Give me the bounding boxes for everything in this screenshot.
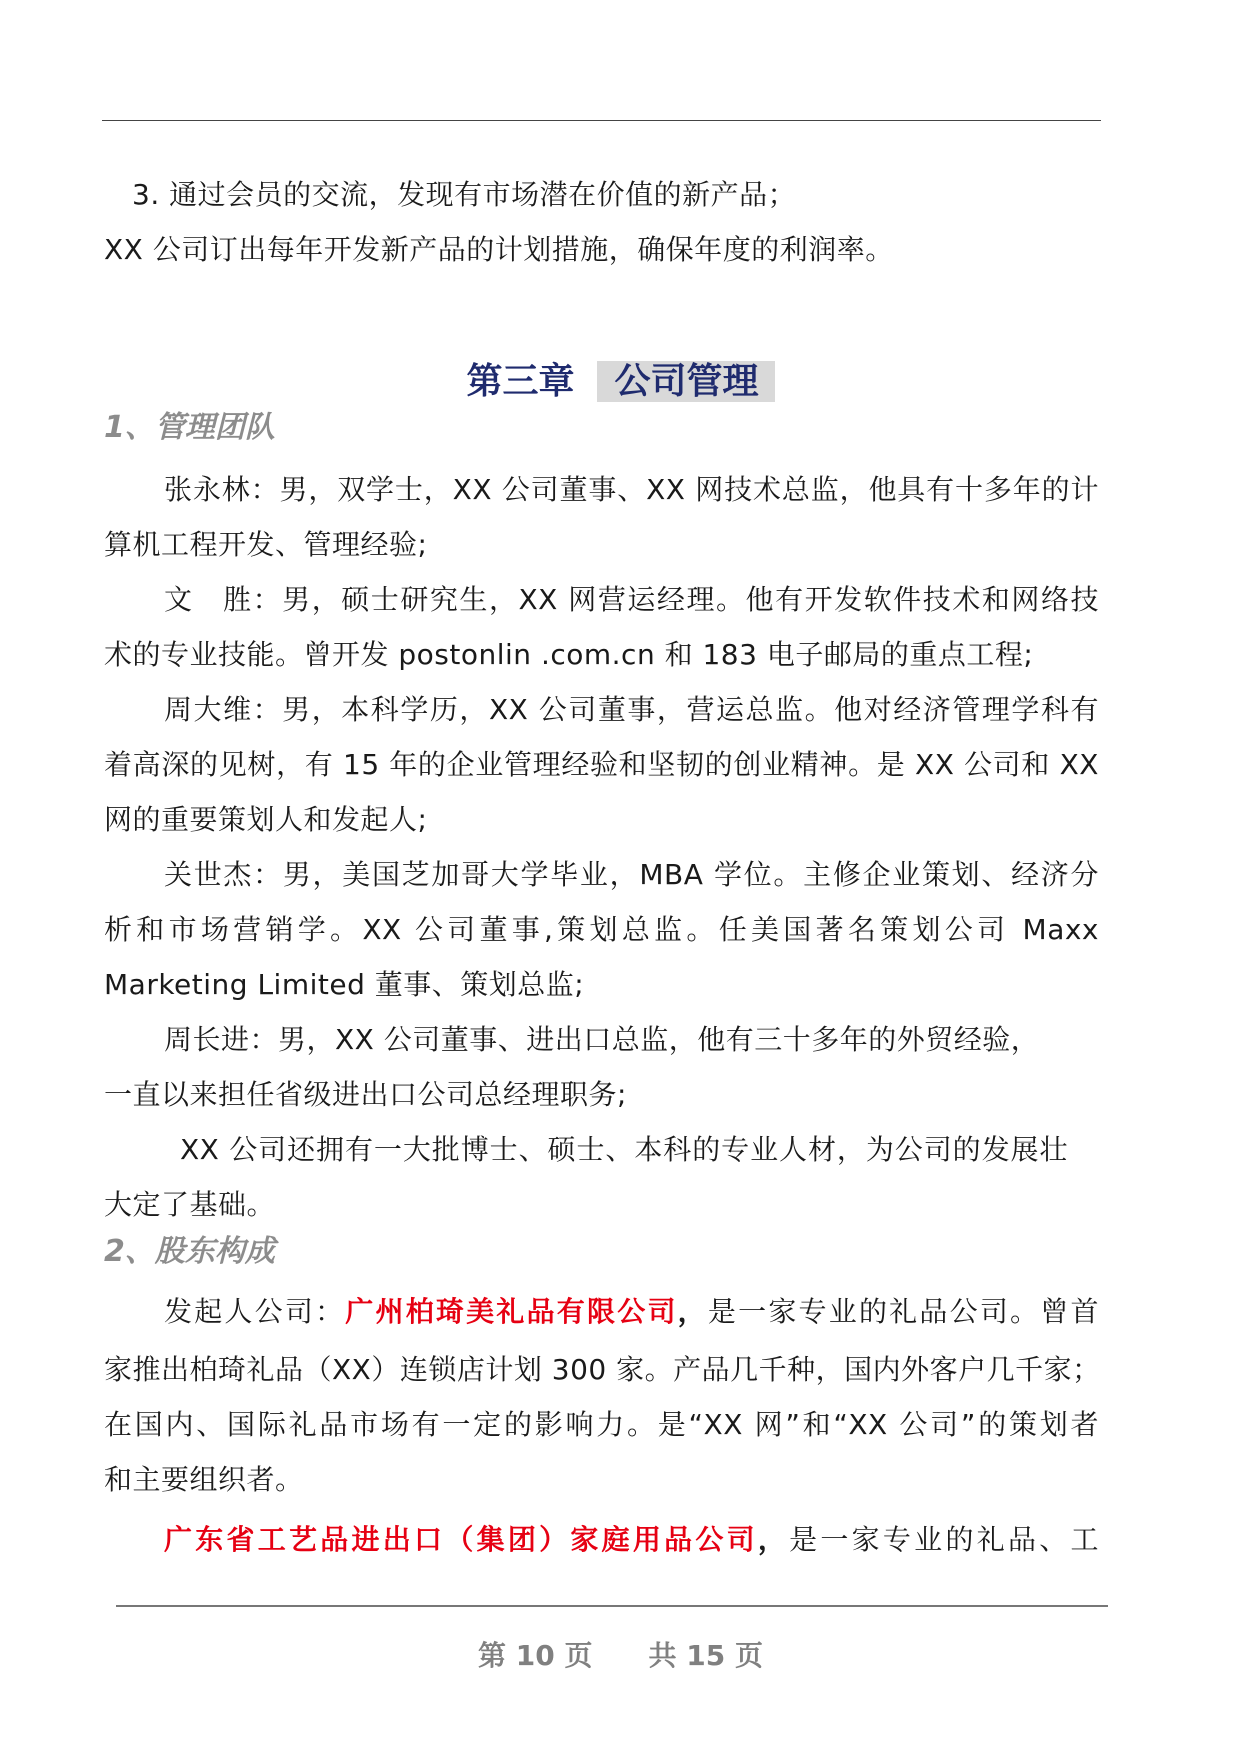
- paragraph-line: 文 胜：男，硕士研究生，XX 网营运经理。他有开发软件技术和网络技: [164, 583, 1099, 616]
- paragraph-line: 术的专业技能。曾开发 postonlin .com.cn 和 183 电子邮局的重点工程;: [104, 638, 1034, 671]
- text-prefix: 发起人公司：: [164, 1295, 346, 1328]
- paragraph-line: Marketing Limited 董事、策划总监;: [104, 968, 585, 1001]
- paragraph-line: 张永林：男，双学士，XX 公司董事、XX 网技术总监，他具有十多年的计: [164, 473, 1099, 506]
- paragraph-line: 和主要组织者。: [104, 1463, 304, 1496]
- paragraph-line: 家推出柏琦礼品（XX）连锁店计划 300 家。产品几千种，国内外客户几千家；: [104, 1353, 1101, 1386]
- paragraph-line: 析和市场营销学。XX 公司董事,策划总监。任美国著名策划公司 Maxx: [104, 913, 1099, 946]
- intro-line-2: XX 公司订出每年开发新产品的计划措施，确保年度的利润率。: [104, 233, 894, 266]
- comma: ，: [757, 1523, 790, 1556]
- chapter-title: [0, 358, 1241, 406]
- paragraph-line: [164, 1292, 1099, 1332]
- page-footer: [0, 1636, 1241, 1676]
- paragraph-line: 周长进：男，XX 公司董事、进出口总监，他有三十多年的外贸经验，: [164, 1023, 1040, 1056]
- header-rule: [102, 120, 1101, 121]
- paragraph-line: 在国内、国际礼品市场有一定的影响力。是“XX 网”和“XX 公司”的策划者: [104, 1408, 1099, 1441]
- page-number: 第 10 页: [478, 1639, 593, 1672]
- paragraph-line: 着高深的见树，有 15 年的企业管理经验和坚韧的创业精神。是 XX 公司和 XX: [104, 748, 1099, 781]
- paragraph-line: 算机工程开发、管理经验;: [104, 528, 428, 561]
- page-total: 共 15 页: [648, 1639, 763, 1672]
- section-heading-management-team: 1、管理团队: [104, 410, 275, 445]
- paragraph-line: 关世杰：男，美国芝加哥大学毕业，MBA 学位。主修企业策划、经济分: [164, 858, 1099, 891]
- company-name: 广州柏琦美礼品有限公司: [345, 1295, 678, 1328]
- company-name: 广东省工艺品进出口（集团）家庭用品公司: [164, 1523, 758, 1556]
- paragraph-line: 大定了基础。: [104, 1188, 276, 1221]
- intro-line-1: 3. 通过会员的交流，发现有市场潜在价值的新产品；: [132, 178, 797, 211]
- section-heading-shareholders: 2、股东构成: [104, 1234, 275, 1269]
- text-suffix: 是一家专业的礼品公司。曾首: [707, 1295, 1099, 1328]
- paragraph-line: XX 公司还拥有一大批博士、硕士、本科的专业人材，为公司的发展壮: [180, 1133, 1068, 1166]
- paragraph-line: 网的重要策划人和发起人;: [104, 803, 428, 836]
- paragraph-line: 周大维：男，本科学历，XX 公司董事，营运总监。他对经济管理学科有: [164, 693, 1099, 726]
- comma: ，: [677, 1295, 708, 1328]
- footer-rule: [116, 1605, 1108, 1607]
- text-suffix: 是一家专业的礼品、工: [789, 1523, 1099, 1556]
- chapter-name: 公司管理: [597, 361, 775, 402]
- chapter-number: 第三章: [466, 361, 575, 402]
- paragraph-line: 一直以来担任省级进出口公司总经理职务;: [104, 1078, 627, 1111]
- paragraph-line: [164, 1520, 1099, 1560]
